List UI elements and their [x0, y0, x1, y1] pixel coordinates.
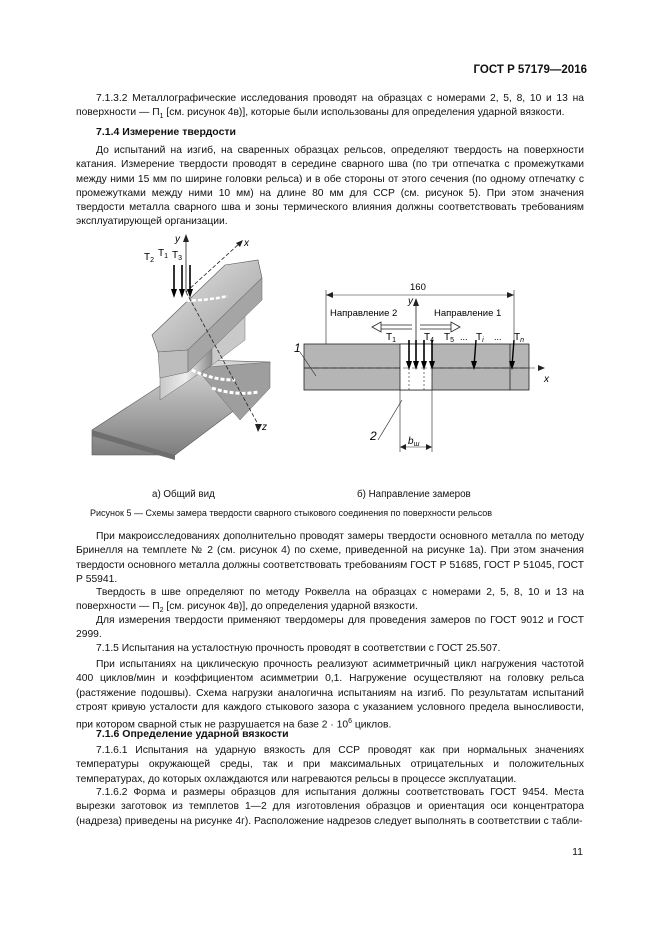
axis-z-label: z	[262, 422, 267, 433]
caption-a: а) Общий вид	[152, 489, 215, 500]
ellipsis-1: ...	[460, 332, 468, 342]
caption-b: б) Направление замеров	[357, 489, 471, 500]
axis-x-label-right: x	[544, 374, 549, 385]
dimension-160: 160	[410, 282, 426, 293]
axis-y-label: y	[175, 234, 180, 245]
paragraph-7-1-6-2: 7.1.6.2 Форма и размеры образцов для испытания должны соответствовать ГОСТ 9454. Места вырезки заготовок из темплетов 1—2 для изготовления образцов и ориентация оси концентратора (надреза) приведены на рисунке 4г). Расположение надрезов следует выполнять в соответствии с табли-	[76, 787, 584, 827]
figure-caption: Рисунок 5 — Схемы замера твердости сварного стыкового соединения по поверхности рельсов	[90, 508, 493, 518]
paragraph-macro: При макроисследованиях дополнительно проводят замеры твердости основного металла по методу Бринелля на темплете № 2 (см. рисунок 4) по схеме, приведенной на рисунке 1а). При этом значения твердости основного металла должны соответствовать требованиям ГОСТ Р 51685, ГОСТ Р 51045, ГОСТ Р 55941.	[76, 531, 584, 585]
ellipsis-2: ...	[494, 332, 502, 342]
label-Tn: $T_n$	[514, 332, 525, 344]
axis-y-label-right: y	[408, 296, 413, 307]
label-Ti: $T_i$	[476, 332, 484, 344]
document-header: ГОСТ Р 57179—2016	[473, 64, 587, 76]
paragraph-rockwell: Твердость в шве определяют по методу Роквелла на образцах с номерами 2, 5, 8, 10 и 13 на поверхности — $П_2$ [см. рисунок 4в)], до определения ударной вязкости.	[76, 587, 584, 615]
label-1: 1	[294, 341, 301, 355]
heading-7-1-6: 7.1.6 Определение ударной вязкости	[96, 728, 289, 740]
label-T2: $T_2$	[144, 252, 155, 264]
label-T5: $T_5$	[444, 332, 455, 344]
label-T1: $T_1$	[158, 248, 169, 260]
paragraph-7-1-3-2: 7.1.3.2 Металлографические исследования проводят на образцах с номерами 2, 5, 8, 10 и 13 на поверхности — $П_1$ [см. рисунок 4в)], которые были использованы для определения ударной вязкости.	[76, 93, 584, 121]
paragraph-7-1-5: 7.1.5 Испытания на усталостную прочность проводят в соответствии с ГОСТ 25.507.	[96, 643, 501, 654]
rail-general-view	[92, 234, 270, 460]
paragraph-7-1-4: До испытаний на изгиб, на сваренных образцах рельсов, определяют твердость на поверхности катания. Измерение твердости проводят в середине сварного шва (по три отпечатка с промежутками между ними 15 мм по ширине головки рельса) и в обе стороны от этого сечения (по одному отпечатку с промежутками между ними 10 мм) на длине 80 мм для ССР (см. рисунок 5). При этом значения твердости металла сварного шва и зоны термического влияния должны соответствовать требованиям эксплуатирующей организации.	[76, 145, 584, 228]
page-number: 11	[572, 846, 583, 858]
label-T3: $T_3$	[172, 250, 183, 262]
label-T1-right: $T_1$	[386, 332, 397, 344]
label-2: 2	[370, 429, 377, 443]
label-T4: $T_4$	[424, 332, 435, 344]
direction-1-label: Направление 1	[434, 308, 502, 319]
heading-7-1-4: 7.1.4 Измерение твердости	[96, 126, 237, 138]
direction-2-label: Направление 2	[330, 308, 398, 319]
axis-x-label: x	[244, 238, 249, 249]
paragraph-tverdomer: Для измерения твердости применяют твердомеры для проведения замеров по ГОСТ 9012 и ГОСТ 2999.	[76, 615, 584, 641]
paragraph-cyclic: При испытаниях на циклическую прочность реализуют асимметричный цикл нагружения частотой 400 циклов/мин и коэффициентом асимметрии 0,1. Нагружение осуществляют на головку рельса (растяжение подошвы). Схема нагрузки аналогична испытаниям на изгиб. По результатам испытаний строят кривую усталости для каждого стыкового зазора с указанием условного предела выносливости, при котором сварной стык не разрушается на базе $2 \cdot 10^6$ циклов.	[76, 659, 584, 731]
paragraph-7-1-6-1: 7.1.6.1 Испытания на ударную вязкость для ССР проводят как при нормальных значениях температуры окружающей среды, так и при максимальных отрицательных и положительных температурах, до которых охлаждаются или нагреваются рельсы в процессе эксплуатации.	[76, 745, 584, 785]
label-b-weld: $b_ш$	[408, 436, 420, 448]
